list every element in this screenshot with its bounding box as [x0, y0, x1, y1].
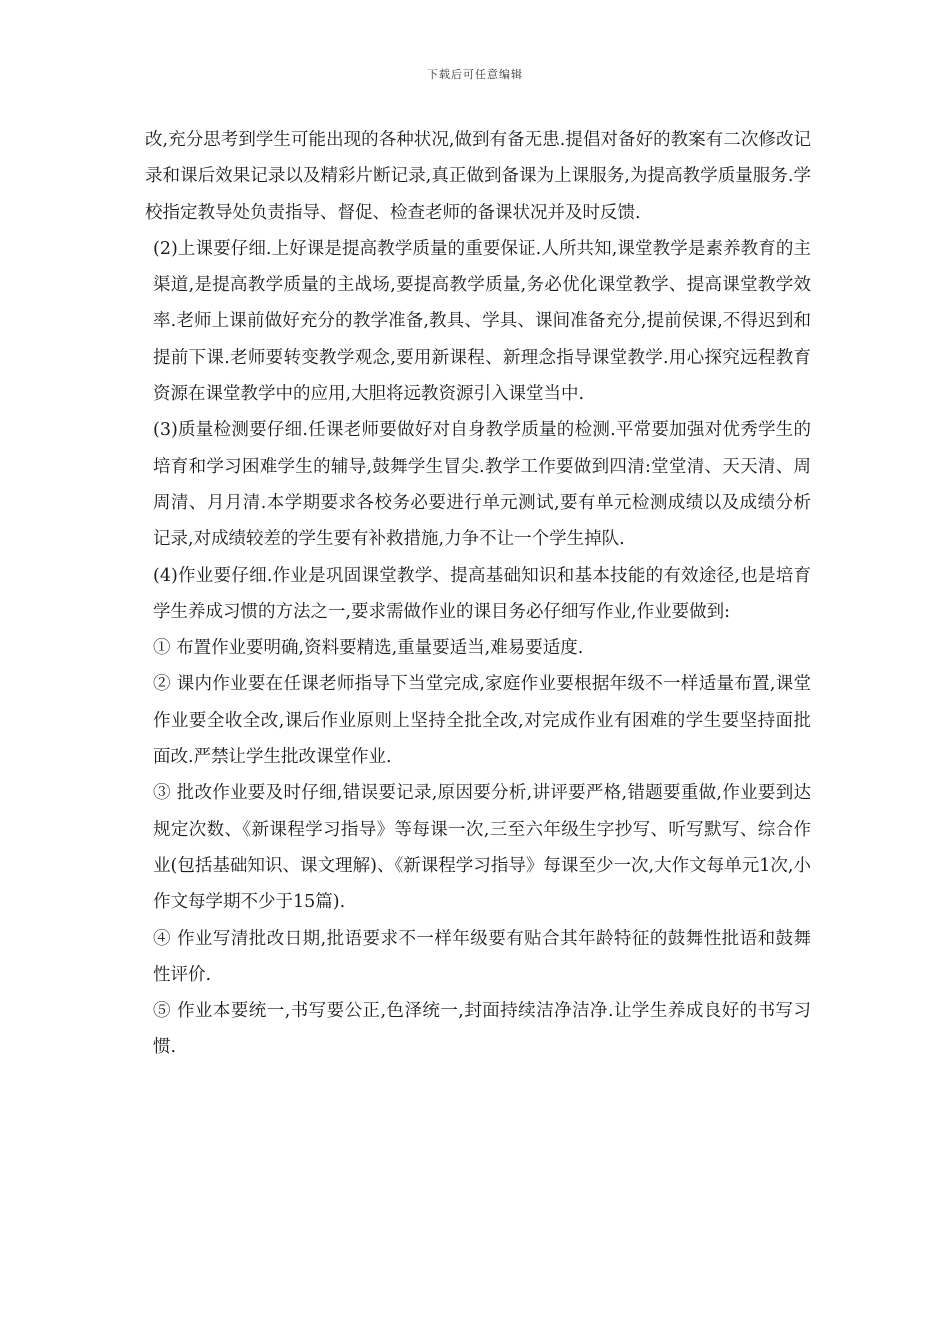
list-item-homework-5: ⑤ 作业本要统一,书写要公正,色泽统一,封面持续洁净洁净.让学生养成良好的书写习惯. — [153, 1001, 811, 1058]
list-item-homework-4: ④ 作业写清批改日期,批语要求不一样年级要有贴合其年龄特征的鼓舞性批语和鼓舞性评价. — [153, 928, 811, 985]
list-item-homework-3: ③ 批改作业要及时仔细,错误要记录,原因要分析,讲评要严格,错题要重做,作业要到达规定次数、《新课程学习指导》等每课一次,三至六年级生字抄写、听写默写、综合作业(包括基础知识、课文理解)、《新课程学习指导》每课至少一次,大作文每单元1次,小作文每学期不少于15篇). — [153, 783, 811, 913]
document-body — [145, 122, 811, 1066]
page-header-note: 下载后可任意编辑 — [427, 68, 523, 81]
list-item-homework-2: ② 课内作业要在任课老师指导下当堂完成,家庭作业要根据年级不一样适量布置,课堂作业要全收全改,课后作业原则上坚持全批全改,对完成作业有困难的学生要坚持面批面改.严禁让学生批改课堂作业. — [153, 674, 811, 768]
paragraph-quality-testing: (3)质量检测要仔细.任课老师要做好对自身教学质量的检测.平常要加强对优秀学生的培育和学习困难学生的辅导,鼓舞学生冒尖.教学工作要做到四清:堂堂清、天天清、周周清、月月清.本学期要求各校务必要进行单元测试,要有单元检测成绩以及成绩分析记录,对成绩较差的学生要有补救措施,力争不让一个学生掉队. — [153, 420, 811, 550]
paragraph-homework: (4)作业要仔细.作业是巩固课堂教学、提高基础知识和基本技能的有效途径,也是培育学生养成习惯的方法之一,要求需做作业的课目务必仔细写作业,作业要做到: — [153, 565, 811, 622]
paragraph-class-teaching: (2)上课要仔细.上好课是提高教学质量的重要保证.人所共知,课堂教学是素养教育的主渠道,是提高教学质量的主战场,要提高教学质量,务必优化课堂教学、提高课堂教学效率.老师上课前做好充分的教学准备,教具、学具、课间准备充分,提前侯课,不得迟到和提前下课.老师要转变教学观念,要用新课程、新理念指导课堂教学.用心探究远程教育资源在课堂教学中的应用,大胆将远教资源引入课堂当中. — [153, 238, 811, 405]
paragraph-lesson-prep-continued: 改,充分思考到学生可能出现的各种状况,做到有备无患.提倡对备好的教案有二次修改记录和课后效果记录以及精彩片断记录,真正做到备课为上课服务,为提高教学质量服务.学校指定教导处负责指导、督促、检查老师的备课状况并及时反馈. — [145, 130, 811, 223]
list-item-homework-1: ① 布置作业要明确,资料要精选,重量要适当,难易要适度. — [153, 638, 584, 659]
